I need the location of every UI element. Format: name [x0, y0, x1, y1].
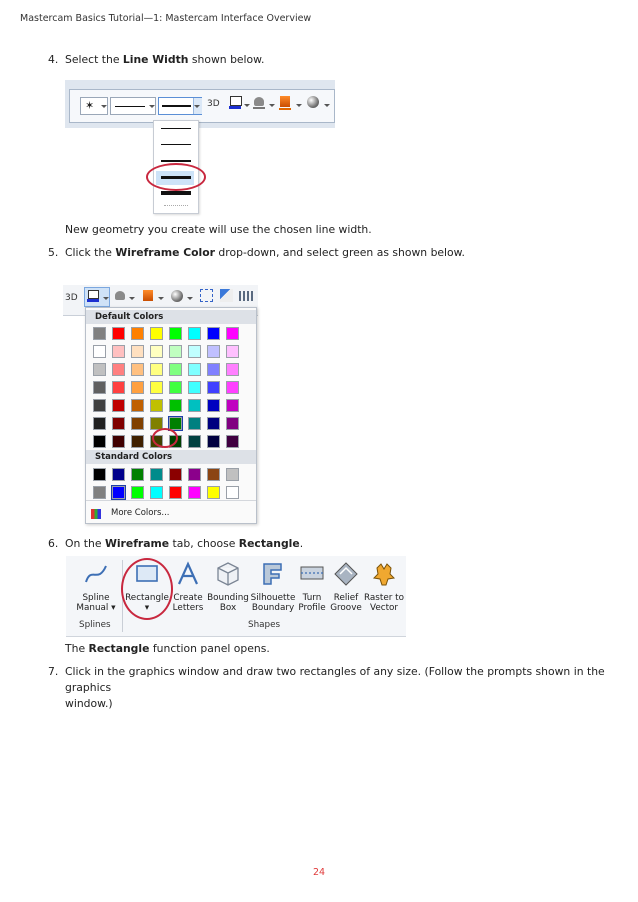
- color-swatch[interactable]: [112, 345, 125, 358]
- standard-colors-heading: Standard Colors: [86, 450, 256, 464]
- step-text: Select the Line Width shown below.: [65, 53, 265, 66]
- color-swatch[interactable]: [150, 345, 163, 358]
- relief-groove-icon: [332, 560, 360, 588]
- color-swatch[interactable]: [112, 417, 125, 430]
- more-colors-label: More Colors...: [111, 508, 170, 518]
- chevron-down-icon[interactable]: [244, 104, 250, 107]
- line-style-preview: [115, 106, 145, 107]
- color-swatch[interactable]: [150, 468, 163, 481]
- color-swatch[interactable]: [131, 399, 144, 412]
- letter-a-icon: [174, 560, 202, 588]
- step-text: Click the Wireframe Color drop-down, and select green as shown below.: [65, 246, 465, 259]
- color-swatch[interactable]: [131, 486, 144, 499]
- material-icon[interactable]: [171, 290, 183, 302]
- attributes-toolbar: [65, 80, 335, 128]
- color-swatch[interactable]: [150, 486, 163, 499]
- wireframe-color-icon: [88, 290, 99, 299]
- line-width-option-1[interactable]: [161, 128, 191, 129]
- color-swatch[interactable]: [112, 327, 125, 340]
- default-colors-heading: Default Colors: [86, 310, 256, 324]
- relief-groove-button[interactable]: Relief Groove: [328, 556, 364, 613]
- color-swatch[interactable]: [226, 417, 239, 430]
- color-swatch[interactable]: [131, 417, 144, 430]
- color-swatch[interactable]: [188, 417, 201, 430]
- wireframe-color-swatch: [87, 299, 99, 302]
- color-swatch[interactable]: [207, 345, 220, 358]
- color-swatch[interactable]: [131, 435, 144, 448]
- solid-color-swatch: [253, 107, 265, 109]
- raster-vector-icon: [370, 560, 398, 588]
- color-swatch[interactable]: [112, 486, 125, 499]
- color-picker-dropdown: [85, 307, 257, 524]
- color-swatch[interactable]: [188, 486, 201, 499]
- color-swatch[interactable]: [188, 327, 201, 340]
- bounding-box-button[interactable]: Bounding Box: [206, 556, 250, 613]
- color-swatch[interactable]: [207, 399, 220, 412]
- highlight-ellipse: [152, 428, 178, 448]
- color-swatch[interactable]: [226, 468, 239, 481]
- group-label-shapes: Shapes: [248, 620, 281, 630]
- line-width-note: New geometry you create will use the chosen line width.: [65, 223, 372, 236]
- color-swatch[interactable]: [207, 417, 220, 430]
- color-swatch[interactable]: [93, 399, 106, 412]
- color-swatch[interactable]: [169, 363, 182, 376]
- step-text: Click in the graphics window and draw two rectangles of any size. (Follow the prompts shown in the graphics window.): [65, 665, 605, 710]
- color-swatch[interactable]: [112, 399, 125, 412]
- page-number: 24: [312, 867, 326, 878]
- color-swatch[interactable]: [131, 345, 144, 358]
- color-swatch[interactable]: [207, 435, 220, 448]
- color-swatch[interactable]: [131, 327, 144, 340]
- spline-icon: [82, 560, 110, 588]
- chevron-down-icon[interactable]: [296, 104, 302, 107]
- line-width-option-2[interactable]: [161, 144, 191, 145]
- spline-manual-button[interactable]: Spline Manual ▾: [74, 556, 118, 613]
- color-swatch[interactable]: [93, 381, 106, 394]
- chevron-down-icon[interactable]: [324, 104, 330, 107]
- point-style-icon: ✶: [85, 99, 95, 112]
- rectangle-note: The Rectangle function panel opens.: [65, 642, 270, 655]
- resize-grip[interactable]: [164, 205, 188, 206]
- turn-profile-button[interactable]: Turn Profile: [296, 556, 328, 613]
- color-swatch[interactable]: [93, 486, 106, 499]
- color-swatch[interactable]: [112, 381, 125, 394]
- palette-icon: [91, 509, 101, 519]
- color-swatch[interactable]: [188, 399, 201, 412]
- color-swatch[interactable]: [131, 363, 144, 376]
- raster-to-vector-button[interactable]: Raster to Vector: [364, 556, 404, 613]
- line-width-combo[interactable]: [158, 97, 202, 115]
- color-swatch[interactable]: [169, 417, 182, 430]
- solid-color-icon[interactable]: [115, 291, 125, 300]
- chevron-down-icon: [194, 105, 200, 108]
- line-width-option-5[interactable]: [161, 191, 191, 195]
- color-swatch[interactable]: [169, 399, 182, 412]
- color-swatch[interactable]: [188, 435, 201, 448]
- wireframe-color-icon[interactable]: [230, 96, 242, 106]
- step-text: On the Wireframe tab, choose Rectangle.: [65, 537, 304, 550]
- view-3d-button[interactable]: 3D: [207, 99, 220, 109]
- color-swatch[interactable]: [169, 381, 182, 394]
- color-swatch[interactable]: [207, 486, 220, 499]
- color-swatch[interactable]: [150, 327, 163, 340]
- surface-color-icon[interactable]: [143, 290, 153, 301]
- line-width-screenshot: [65, 80, 335, 215]
- turn-profile-icon: [298, 560, 326, 588]
- color-swatch[interactable]: [226, 486, 239, 499]
- highlight-ellipse: [146, 163, 206, 191]
- color-swatch[interactable]: [188, 381, 201, 394]
- color-swatch[interactable]: [112, 435, 125, 448]
- color-swatch[interactable]: [93, 363, 106, 376]
- color-swatch[interactable]: [112, 468, 125, 481]
- color-swatch[interactable]: [226, 363, 239, 376]
- chevron-down-icon[interactable]: [269, 104, 275, 107]
- color-swatch[interactable]: [207, 363, 220, 376]
- silhouette-boundary-button[interactable]: Silhouette Boundary: [250, 556, 296, 613]
- chevron-down-icon: [101, 105, 107, 108]
- chevron-down-icon: [149, 105, 155, 108]
- chevron-down-icon: [103, 297, 109, 300]
- color-swatch[interactable]: [226, 327, 239, 340]
- color-swatch[interactable]: [93, 435, 106, 448]
- wireframe-color-swatch: [229, 106, 241, 109]
- step-number: 5.: [48, 246, 59, 259]
- color-swatch[interactable]: [150, 363, 163, 376]
- color-swatch[interactable]: [93, 345, 106, 358]
- material-icon[interactable]: [307, 96, 319, 108]
- rectangle-button[interactable]: Rectangle ▾: [124, 556, 170, 613]
- color-swatch[interactable]: [188, 468, 201, 481]
- surface-color-icon[interactable]: [280, 96, 290, 107]
- color-swatch[interactable]: [207, 381, 220, 394]
- group-label-splines: Splines: [79, 620, 111, 630]
- color-swatch[interactable]: [93, 468, 106, 481]
- surface-color-swatch: [279, 108, 291, 110]
- color-swatch[interactable]: [188, 363, 201, 376]
- color-swatch[interactable]: [169, 468, 182, 481]
- solid-color-icon[interactable]: [254, 97, 264, 106]
- highlight-ellipse: [121, 558, 173, 620]
- line-width-preview: [162, 105, 191, 107]
- color-swatch[interactable]: [226, 399, 239, 412]
- color-swatch[interactable]: [169, 486, 182, 499]
- color-swatch[interactable]: [93, 327, 106, 340]
- color-swatch[interactable]: [150, 381, 163, 394]
- line-style-combo[interactable]: [110, 97, 156, 115]
- color-swatch[interactable]: [112, 363, 125, 376]
- color-swatch[interactable]: [207, 468, 220, 481]
- color-swatch[interactable]: [150, 399, 163, 412]
- step-number: 4.: [48, 53, 59, 66]
- color-swatch[interactable]: [131, 381, 144, 394]
- color-swatch[interactable]: [169, 345, 182, 358]
- view-3d-button[interactable]: 3D: [65, 293, 78, 303]
- chevron-down-icon[interactable]: [187, 297, 193, 300]
- color-swatch[interactable]: [93, 417, 106, 430]
- cube-icon: [214, 560, 242, 588]
- running-header: Mastercam Basics Tutorial—1: Mastercam Interface Overview: [20, 13, 312, 24]
- color-swatch[interactable]: [226, 381, 239, 394]
- color-swatch[interactable]: [207, 327, 220, 340]
- line-width-option-3[interactable]: [161, 160, 191, 162]
- color-swatch[interactable]: [188, 345, 201, 358]
- point-style-combo[interactable]: [80, 97, 108, 115]
- color-swatch[interactable]: [131, 468, 144, 481]
- color-swatch[interactable]: [169, 327, 182, 340]
- create-letters-button[interactable]: Create Letters: [170, 556, 206, 613]
- color-swatch[interactable]: [226, 345, 239, 358]
- wireframe-color-screenshot: [63, 285, 258, 525]
- group-icon[interactable]: [220, 289, 233, 302]
- wireframe-ribbon-screenshot: [66, 556, 406, 637]
- step-number: 6.: [48, 537, 59, 550]
- grid-icon[interactable]: [239, 291, 254, 301]
- chevron-down-icon[interactable]: [158, 297, 164, 300]
- step-number: 7.: [48, 665, 59, 678]
- chevron-down-icon[interactable]: [129, 297, 135, 300]
- color-swatch[interactable]: [226, 435, 239, 448]
- silhouette-icon: [259, 560, 287, 588]
- level-icon[interactable]: [200, 289, 213, 302]
